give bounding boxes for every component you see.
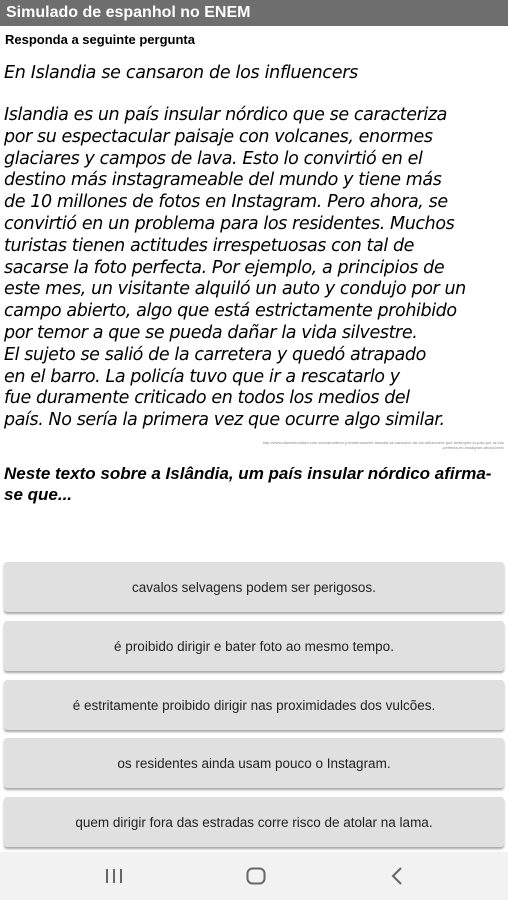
answer-option-button[interactable] [4, 680, 504, 730]
passage-line: por temor a que se pueda dañar la vida silvestre. [4, 322, 418, 343]
passage-scroll-area[interactable] [0, 58, 508, 440]
passage-line: fue duramente criticado en todos los medios del [4, 388, 410, 409]
passage-line: campo abierto, algo que está estrictamente prohibido [4, 301, 457, 322]
passage-line: convirtió en un problema para los residentes. Muchos [4, 213, 455, 234]
answer-option-button[interactable] [4, 562, 504, 612]
home-icon [244, 864, 268, 888]
answer-option-label: quem dirigir fora das estradas corre risco de atolar na lama. [75, 814, 433, 830]
answer-option-label: cavalos selvagens podem ser perigosos. [132, 579, 376, 595]
passage-title: En Islandia se cansaron de los influencers [4, 63, 358, 83]
answer-option-button[interactable] [4, 797, 504, 847]
system-nav-bar [0, 852, 508, 900]
passage-line: turistas tienen actitudes irrespetuosas con tal de [4, 235, 415, 256]
prompt-label: Responda a seguinte pergunta [5, 32, 195, 47]
passage-line: de 10 millones de fotos en Instagram. Pero ahora, se [4, 192, 448, 213]
passage-body [4, 105, 504, 431]
passage-line: glaciares y campos de lava. Esto lo convirtió en el [4, 148, 423, 169]
answer-option-label: é proibido dirigir e bater foto ao mesmo tempo. [114, 638, 394, 654]
app-title: Simulado de espanhol no ENEM [6, 4, 251, 21]
home-button[interactable] [226, 852, 286, 900]
passage-line: en el barro. La policía tuvo que ir a rescatarlo y [4, 366, 400, 387]
answer-option-label: os residentes ainda usam pouco o Instagram. [117, 755, 391, 771]
passage-line: destino más instagrameable del mundo y tiene más [4, 170, 442, 191]
recent-apps-button[interactable] [84, 852, 144, 900]
passage-line: por su espectacular paisaje con volcanes, enormes [4, 126, 433, 147]
source-citation [4, 440, 504, 450]
passage-line: El sujeto se salió de la carretera y quedó atrapado [4, 344, 426, 365]
passage-line: este mes, un visitante alquiló un auto y condujo por un [4, 279, 466, 300]
answer-option-label: é estritamente proibido dirigir nas proximidades dos vulcões. [72, 697, 436, 713]
back-icon [388, 865, 408, 887]
passage-line: Islandia es un país insular nórdico que se caracteriza [4, 105, 447, 125]
answer-option-button[interactable] [4, 621, 504, 671]
question-text: Neste texto sobre a Islândia, um país insular nórdico afirma-se que... [4, 464, 492, 504]
source-url-line: http://www.diariodecultura.com.ar/costumbres-y-tendencias/en-islandia-se-cansaron-de-los-influencers-que-destruyen-el-pais-por-la-foto [262, 440, 504, 445]
recent-apps-icon [103, 867, 125, 885]
source-url-line: -perfecta-en-instagram-ahora-bien/ [441, 445, 504, 450]
app-title-bar [0, 0, 508, 26]
back-button[interactable] [368, 852, 428, 900]
passage-line: país. No sería la primera vez que ocurre algo similar. [4, 410, 445, 431]
passage-line: sacarse la foto perfecta. Por ejemplo, a principios de [4, 257, 445, 278]
answer-option-button[interactable] [4, 738, 504, 788]
